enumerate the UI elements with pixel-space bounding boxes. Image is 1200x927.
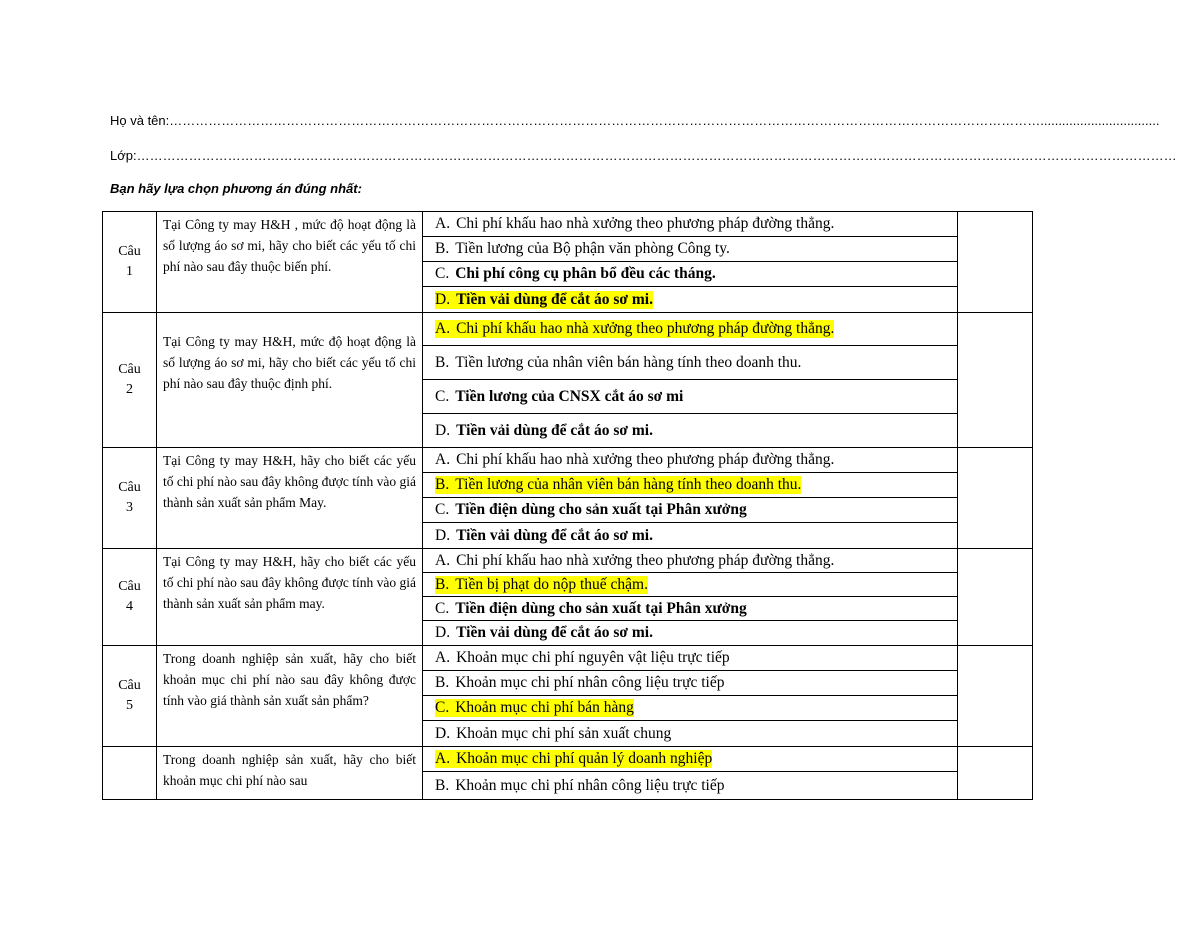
question-text: Trong doanh nghiệp sản xuất, hãy cho biết khoản mục chi phí nào sau đây không được tính vào giá thành sản xuất sản phẩm? xyxy=(157,646,423,747)
question-number: Câu 2 xyxy=(103,313,157,448)
question-number: Câu 5 xyxy=(103,646,157,747)
option-selected[interactable]: C. Khoản mục chi phí bán hàng xyxy=(423,696,957,721)
answer-cell[interactable] xyxy=(958,549,1033,646)
answer-cell[interactable] xyxy=(958,313,1033,448)
option[interactable]: A. Khoản mục chi phí nguyên vật liệu trực tiếp xyxy=(423,646,957,671)
question-row xyxy=(103,313,1033,448)
question-text: Tại Công ty may H&H, hãy cho biết các yếu tố chi phí nào sau đây không được tính vào giá thành sản xuất sản phẩm May. xyxy=(157,448,423,549)
question-text: Trong doanh nghiệp sản xuất, hãy cho biết khoản mục chi phí nào sau xyxy=(157,747,423,800)
question-number xyxy=(103,747,157,800)
class-line: Lớp:…………………………………………………………………………………………………………………………………………………………………………………………………………………… xyxy=(110,148,1177,163)
answer-cell[interactable] xyxy=(958,747,1033,800)
option[interactable]: A. Chi phí khấu hao nhà xưởng theo phương pháp đường thẳng. xyxy=(423,212,957,237)
question-row xyxy=(103,747,1033,800)
option-selected[interactable]: A. Khoản mục chi phí quản lý doanh nghiệp xyxy=(423,747,957,772)
option[interactable]: A. Chi phí khấu hao nhà xưởng theo phương pháp đường thẳng. xyxy=(423,448,957,473)
option[interactable]: D. Khoản mục chi phí sản xuất chung xyxy=(435,724,672,742)
option-selected[interactable]: A. Chi phí khấu hao nhà xưởng theo phương pháp đường thẳng. xyxy=(423,313,957,346)
option-selected[interactable]: B. Tiền bị phạt do nộp thuế chậm. xyxy=(423,573,957,597)
option[interactable]: D. Tiền vải dùng để cắt áo sơ mi. xyxy=(435,624,653,641)
option[interactable]: B. Khoản mục chi phí nhân công liệu trực tiếp xyxy=(423,671,957,696)
question-number: Câu 1 xyxy=(103,212,157,313)
option[interactable]: C. Tiền lương của CNSX cắt áo sơ mi xyxy=(423,380,957,414)
options-cell xyxy=(423,646,958,747)
question-text: Tại Công ty may H&H, hãy cho biết các yếu tố chi phí nào sau đây không được tính vào giá thành sản xuất sản phẩm may. xyxy=(157,549,423,646)
options-cell xyxy=(423,448,958,549)
options-cell xyxy=(423,747,958,800)
answer-cell[interactable] xyxy=(958,212,1033,313)
question-number: Câu 3 xyxy=(103,448,157,549)
option-selected[interactable]: D. Tiền vải dùng để cắt áo sơ mi. xyxy=(435,290,653,308)
question-text: Tại Công ty may H&H , mức độ hoạt động là số lượng áo sơ mi, hãy cho biết các yếu tố chi phí nào sau đây thuộc biến phí. xyxy=(157,212,423,313)
option[interactable]: B. Khoản mục chi phí nhân công liệu trực tiếp xyxy=(435,776,725,794)
question-row xyxy=(103,212,1033,313)
option[interactable]: C. Chi phí công cụ phân bổ đều các tháng. xyxy=(423,262,957,287)
option[interactable]: A. Chi phí khấu hao nhà xưởng theo phương pháp đường thẳng. xyxy=(423,549,957,573)
question-text: Tại Công ty may H&H, mức độ hoạt động là số lượng áo sơ mi, hãy cho biết các yếu tố chi phí nào sau đây thuộc định phí. xyxy=(157,313,423,448)
question-row xyxy=(103,549,1033,646)
option[interactable]: B. Tiền lương của nhân viên bán hàng tính theo doanh thu. xyxy=(423,346,957,380)
answer-cell[interactable] xyxy=(958,646,1033,747)
options-cell xyxy=(423,549,958,646)
question-number: Câu 4 xyxy=(103,549,157,646)
option[interactable]: B. Tiền lương của Bộ phận văn phòng Công ty. xyxy=(423,237,957,262)
option-selected[interactable]: B. Tiền lương của nhân viên bán hàng tính theo doanh thu. xyxy=(423,473,957,498)
option[interactable]: C. Tiền điện dùng cho sản xuất tại Phân xưởng xyxy=(423,597,957,621)
option[interactable]: D. Tiền vải dùng để cắt áo sơ mi. xyxy=(435,526,653,544)
options-cell xyxy=(423,313,958,448)
option[interactable]: C. Tiền điện dùng cho sản xuất tại Phân xưởng xyxy=(423,498,957,523)
option[interactable]: D. Tiền vải dùng để cắt áo sơ mi. xyxy=(435,421,653,439)
question-row xyxy=(103,646,1033,747)
answer-cell[interactable] xyxy=(958,448,1033,549)
question-row xyxy=(103,448,1033,549)
name-line: Họ và tên:…………………………………………………………………………………………………………………………………………………………………………………................................. xyxy=(110,113,1160,128)
quiz-table xyxy=(102,211,1033,800)
options-cell xyxy=(423,212,958,313)
instruction: Bạn hãy lựa chọn phương án đúng nhất: xyxy=(110,181,362,196)
